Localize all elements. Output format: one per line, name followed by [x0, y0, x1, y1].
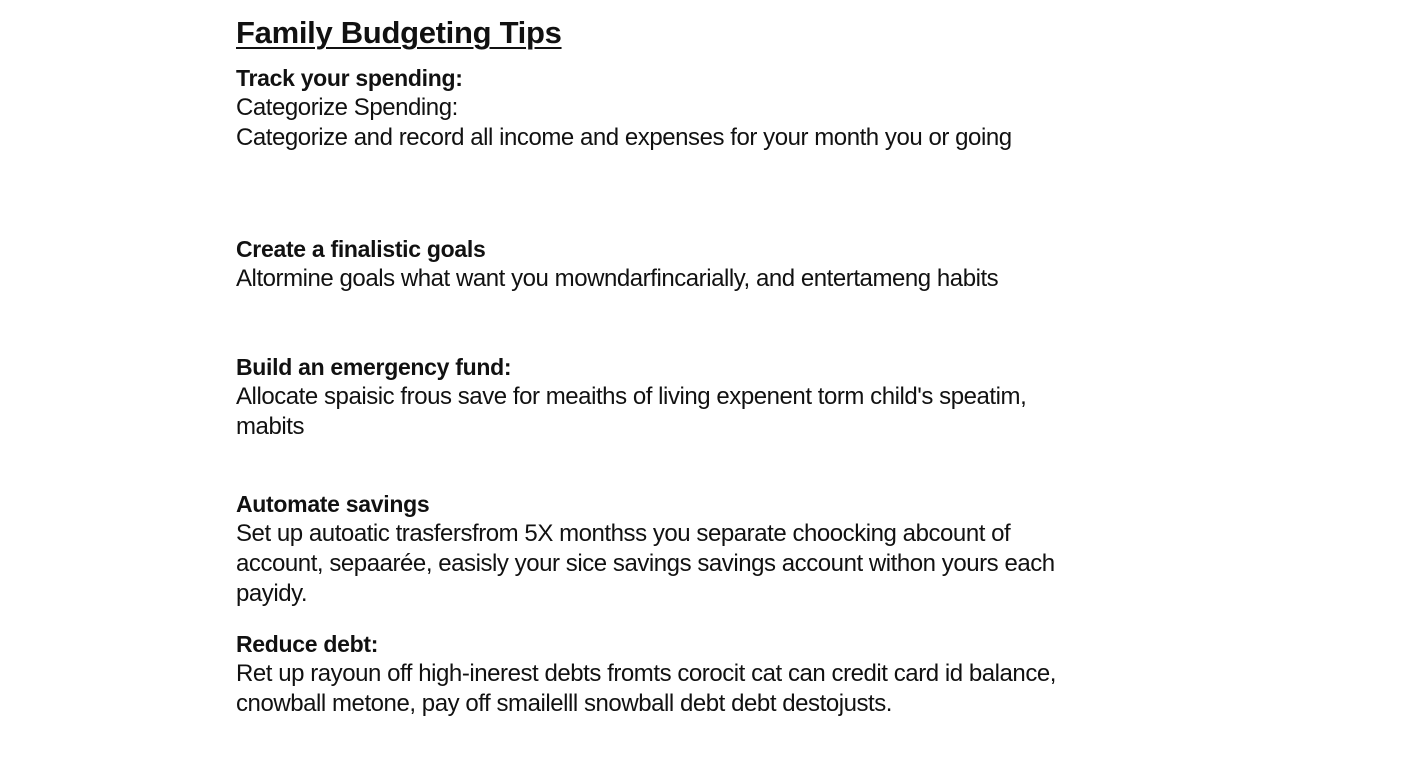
tip-text: account, sepaarée, easisly your sice savings savings account withon yours each	[236, 550, 1055, 577]
tip-reduce-debt	[236, 629, 1056, 719]
tip-text: Set up autoatic trasfersfrom 5X monthss you separate choocking abcount of	[236, 520, 1011, 547]
tip-emergency-fund	[236, 352, 1026, 442]
tip-automate-savings	[236, 489, 1055, 609]
tip-track-spending	[236, 63, 1012, 153]
tip-heading: Create a finalistic goals	[236, 236, 486, 262]
tip-heading: Automate savings	[236, 491, 430, 517]
tip-text: Allocate spaisic frous save for meaiths of living expenent torm child's speatim,	[236, 383, 1027, 410]
tip-text: cnowball metone, pay off smailelll snowball debt debt destojusts.	[236, 690, 893, 717]
tip-text: Ret up rayoun off high-inerest debts fromts corocit cat can credit card id balance,	[236, 660, 1056, 687]
tip-text: Altormine goals what want you mowndarfincarially, and entertameng habits	[236, 265, 999, 292]
tip-text: Categorize and record all income and expenses for your month you or going	[236, 124, 1012, 151]
tip-heading: Track your spending:	[236, 65, 463, 91]
tip-text: mabits	[236, 413, 304, 440]
tip-create-goals	[236, 234, 998, 294]
tip-text: Categorize Spending:	[236, 94, 458, 121]
tip-heading: Build an emergency fund:	[236, 354, 512, 380]
document-title: Family Budgeting Tips	[236, 15, 562, 50]
tip-text: payidy.	[236, 580, 308, 607]
tip-heading: Reduce debt:	[236, 631, 379, 657]
